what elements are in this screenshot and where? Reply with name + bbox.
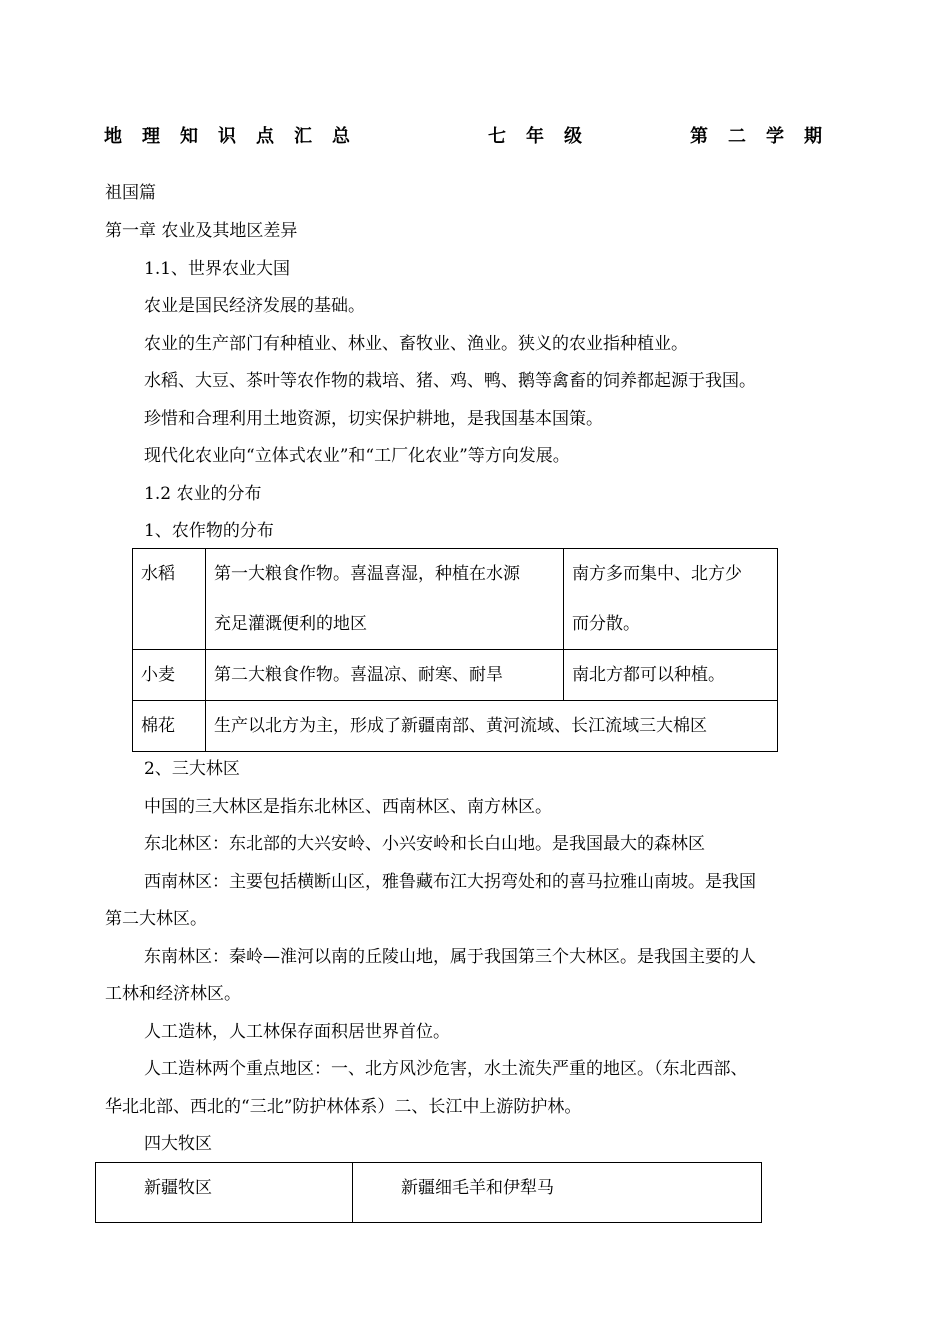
subsection-1-2-heading: 1.2 农业的分布 [144, 484, 262, 504]
subsection-1-1-heading: 1.1、世界农业大国 [144, 259, 291, 279]
paragraph: 东北林区：东北部的大兴安岭、小兴安岭和长白山地。是我国最大的森林区 [144, 834, 705, 854]
crops-heading: 1、农作物的分布 [144, 521, 274, 541]
paragraph-continuation: 华北北部、西北的“三北”防护林体系）二、长江中上游防护林。 [105, 1097, 582, 1117]
table-cell-description: 第二大粮食作物。喜温凉、耐寒、耐旱 [206, 650, 564, 701]
table-cell-crop: 水稻 [133, 549, 206, 650]
table-cell-description: 第一大粮食作物。喜温喜湿，种植在水源 充足灌溉便利的地区 [206, 549, 564, 650]
paragraph: 中国的三大林区是指东北林区、西南林区、南方林区。 [144, 797, 552, 817]
section-heading: 祖国篇 [105, 183, 156, 203]
pastures-table [95, 1162, 762, 1223]
table-row [133, 701, 778, 752]
paragraph-continuation: 工林和经济林区。 [105, 984, 241, 1004]
table-cell-crop: 小麦 [133, 650, 206, 701]
table-cell-crop: 棉花 [133, 701, 206, 752]
table-cell-distribution: 南方多而集中、北方少 而分散。 [564, 549, 778, 650]
paragraph: 农业是国民经济发展的基础。 [144, 296, 365, 316]
chapter-heading: 第一章 农业及其地区差异 [105, 221, 298, 241]
paragraph: 东南林区：秦岭—淮河以南的丘陵山地，属于我国第三个大林区。是我国主要的人 [144, 947, 756, 967]
header-title-term: 第二学期 [690, 126, 842, 147]
table-row [96, 1163, 762, 1223]
paragraph: 西南林区：主要包括横断山区，雅鲁藏布江大拐弯处和的喜马拉雅山南坡。是我国 [144, 872, 756, 892]
paragraph: 农业的生产部门有种植业、林业、畜牧业、渔业。狭义的农业指种植业。 [144, 334, 688, 354]
pastures-heading: 四大牧区 [144, 1134, 212, 1154]
table-cell-description: 生产以北方为主，形成了新疆南部、黄河流域、长江流域三大棉区 [206, 701, 778, 752]
paragraph: 人工造林两个重点地区：一、北方风沙危害，水土流失严重的地区。（东北西部、 [144, 1059, 748, 1079]
crops-distribution-table [132, 548, 778, 752]
paragraph: 珍惜和合理利用土地资源，切实保护耕地，是我国基本国策。 [144, 409, 603, 429]
header-title-grade: 七年级 [488, 126, 602, 147]
table-cell-region: 新疆牧区 [96, 1163, 353, 1223]
paragraph-continuation: 第二大林区。 [105, 909, 207, 929]
table-cell-distribution: 南北方都可以种植。 [564, 650, 778, 701]
header-title-subject: 地理知识点汇总 [104, 126, 370, 147]
paragraph: 现代化农业向“立体式农业”和“工厂化农业”等方向发展。 [144, 446, 570, 466]
table-row [133, 549, 778, 650]
table-cell-product: 新疆细毛羊和伊犁马 [353, 1163, 762, 1223]
table-row [133, 650, 778, 701]
paragraph: 水稻、大豆、茶叶等农作物的栽培、猪、鸡、鸭、鹅等禽畜的饲养都起源于我国。 [144, 371, 756, 391]
forest-heading: 2、三大林区 [144, 759, 240, 779]
paragraph: 人工造林，人工林保存面积居世界首位。 [144, 1022, 450, 1042]
